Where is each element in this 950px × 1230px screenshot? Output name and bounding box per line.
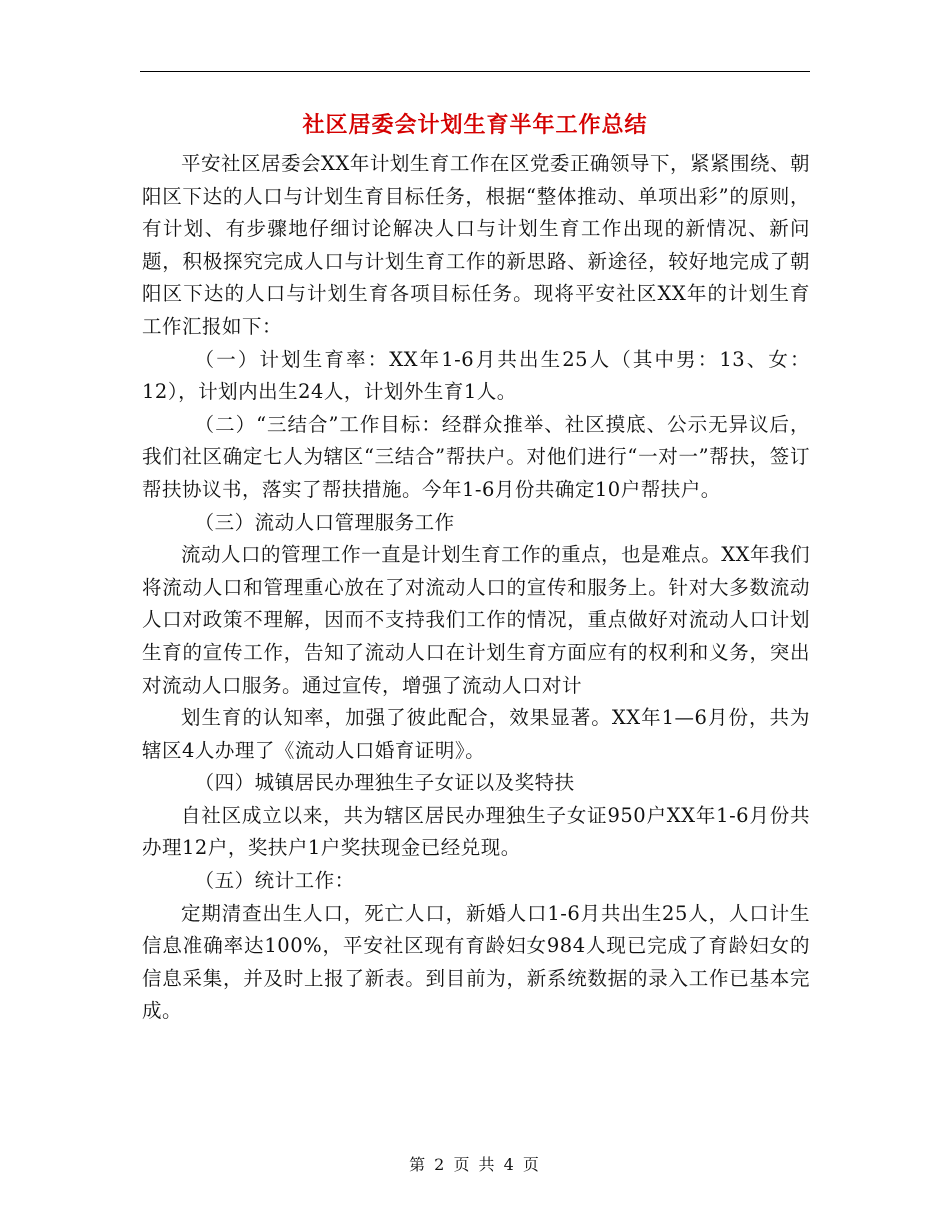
section-3-heading: （三）流动人口管理服务工作 bbox=[194, 510, 455, 534]
section-3-paragraph: 流动人口的管理工作一直是计划生育工作的重点，也是难点。XX年我们将流动人口和管理重心放在了对流动人口的宣传和服务上。针对大多数流动人口对政策不理解，因而不支持我们工作的情况，重点做好对流动人口计划生育的宣传工作，告知了流动人口在计划生育方面应有的权利和义务，突出对流动人口服务。通过宣传，增强了流动人口对计 bbox=[142, 543, 810, 697]
section-3-continuation: 划生育的认知率，加强了彼此配合，效果显著。XX年1—6月份，共为辖区4人办理了《流动人口婚育证明》。 bbox=[142, 706, 810, 762]
page-footer: 第 2 页 共 4 页 bbox=[409, 1155, 541, 1174]
document-body bbox=[142, 148, 810, 1028]
section-5-heading: （五）统计工作： bbox=[194, 869, 355, 893]
intro-paragraph: 平安社区居委会XX年计划生育工作在区党委正确领导下，紧紧围绕、朝阳区下达的人口与计划生育目标任务，根据“整体推动、单项出彩”的原则，有计划、有步骤地仔细讨论解决人口与计划生育工作出现的新情况、新问题，积极探究完成人口与计划生育工作的新思路、新途径，较好地完成了朝阳区下达的人口与计划生育各项目标任务。现将平安社区XX年的计划生育工作汇报如下： bbox=[142, 152, 810, 338]
section-5-paragraph: 定期清查出生人口，死亡人口，新婚人口1-6月共出生25人，人口计生信息准确率达100%，平安社区现有育龄妇女984人现已完成了育龄妇女的信息采集，并及时上报了新表。到目前为，新系统数据的录入工作已基本完成。 bbox=[142, 901, 810, 1023]
section-4-heading: （四）城镇居民办理独生子女证以及奖特扶 bbox=[194, 771, 575, 795]
header-rule bbox=[140, 71, 810, 72]
section-2-paragraph: （二）“三结合”工作目标：经群众推举、社区摸底、公示无异议后，我们社区确定七人为辖区“三结合”帮扶户。对他们进行“一对一”帮扶，签订帮扶协议书，落实了帮扶措施。今年1-6月份共确定10户帮扶户。 bbox=[142, 412, 810, 501]
section-4-paragraph: 自社区成立以来，共为辖区居民办理独生子女证950户XX年1-6月份共办理12户，奖扶户1户奖扶现金已经兑现。 bbox=[142, 803, 810, 860]
section-1-paragraph: （一）计划生育率：XX年1-6月共出生25人（其中男：13、女：12），计划内出生24人，计划外生育1人。 bbox=[142, 347, 810, 404]
document-title: 社区居委会计划生育半年工作总结 bbox=[302, 112, 648, 138]
